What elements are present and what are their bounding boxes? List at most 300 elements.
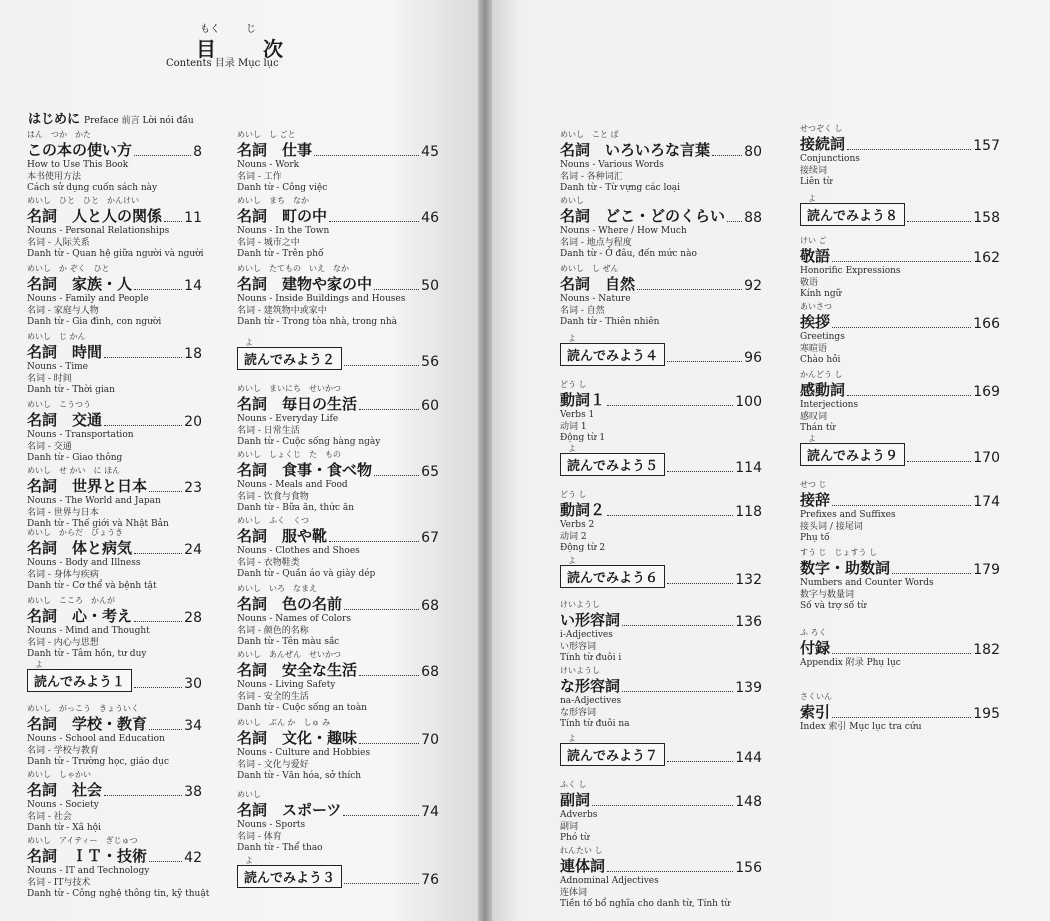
entry-title: 名詞 毎日の生活 [237,395,358,413]
toc-entry[interactable] [560,334,762,366]
leader-dots [149,491,182,492]
entry-translation: Danh từ - Tên màu sắc [237,637,340,647]
entry-translation: Nouns - Living Safety [237,680,336,690]
entry-translation: na-Adjectives [560,696,622,706]
leader-dots [892,573,971,574]
entry-ruby: めいし しょくじ た もの [237,450,341,459]
entry-ruby: めいし じ かん [27,332,86,341]
entry-title: 敬語 [800,247,831,265]
entry-translation: Numbers and Counter Words [800,578,934,588]
entry-ruby: よ [568,334,576,343]
entry-translation: Danh từ - Ở đâu, đến mức nào [560,249,697,259]
entry-translation: Danh từ - Thế giới và Nhật Bản [27,519,169,529]
entry-translation: Nouns - Time [27,362,89,372]
entry-translation: Danh từ - Quần áo và giày dép [237,569,376,579]
entry-translation: い形容词 [560,641,597,652]
reading-box-title: 読んでみよう４ [560,343,665,366]
toc-entry[interactable] [237,264,439,329]
toc-entry[interactable] [800,370,1000,435]
preface-title: はじめに [28,112,81,127]
entry-heading [27,845,202,866]
leader-dots [374,289,419,290]
entry-ruby: せつ じ [800,480,827,489]
entry-heading [27,605,202,626]
page-number: 80 [744,144,762,160]
leader-dots [134,621,182,622]
entry-translation: Danh từ - Cuộc sống hàng ngày [237,437,381,447]
entry-translation: Tính từ đuôi i [560,653,622,663]
leader-dots [667,471,733,472]
leader-dots [637,289,742,290]
page-number: 182 [973,642,1000,658]
entry-translation: How to Use This Book [27,160,129,170]
page-number: 14 [184,278,202,294]
entry-translation: Tiền tố bổ nghĩa cho danh từ, Tính từ [560,899,731,909]
entry-ruby: ふく し [560,780,587,789]
leader-dots [134,289,182,290]
toc-entry[interactable] [27,332,202,397]
entry-heading [27,409,202,430]
entry-heading [237,865,439,888]
entry-title: な形容詞 [560,677,621,695]
toc-entry[interactable] [560,130,762,195]
page-number: 139 [735,680,762,696]
entry-title: い形容詞 [560,611,621,629]
page-number: 28 [184,610,202,626]
entry-translation: Danh từ - Văn hóa, sở thích [237,771,362,781]
entry-title: 名詞 食事・食べ物 [237,461,373,479]
page-number: 114 [735,460,762,476]
entry-heading [800,133,1000,154]
preface-entry[interactable] [28,108,194,127]
toc-entry[interactable] [237,338,439,370]
entry-translation: 数字与数量词 [800,589,855,600]
page-number: 76 [421,872,439,888]
page-number: 11 [184,210,202,226]
leader-dots [329,541,419,542]
entry-translation: Danh từ - Xã hội [27,823,101,833]
entry-translation: 名词 - 文化与爱好 [237,759,309,770]
entry-heading [237,347,439,370]
toc-entry[interactable] [237,790,439,855]
leader-dots [622,625,733,626]
entry-ruby: さくいん [800,692,832,701]
entry-translation: Nouns - Personal Relationships [27,226,170,236]
entry-translation: 名词 - 身体与疾病 [27,569,99,580]
leader-dots [104,425,182,426]
leader-dots [134,553,182,554]
entry-translation: Số và trợ số từ [800,601,867,611]
entry-translation: Danh từ - Công việc [237,183,328,193]
entry-translation: 本书使用方法 [27,171,82,182]
entry-title: 名詞 町の中 [237,207,328,225]
entry-heading [800,379,1000,400]
entry-heading [27,669,202,692]
page-number: 170 [973,450,1000,466]
entry-translation: Danh từ - Cơ thể và bệnh tật [27,581,157,591]
entry-translation: Interjections [800,400,859,410]
entry-translation: Nouns - Clothes and Shoes [237,546,360,556]
entry-translation: Nouns - Meals and Food [237,480,348,490]
entry-heading [560,789,762,810]
toc-entry[interactable] [237,130,439,195]
entry-translation: Greetings [800,332,845,342]
leader-dots [622,691,733,692]
entry-translation: 名词 - 内心与思想 [27,637,99,648]
entry-title: この本の使い方 [27,141,133,159]
entry-heading [237,139,439,160]
entry-title: 接続詞 [800,135,846,153]
entry-translation: Thán từ [800,423,836,433]
entry-translation: Nouns - IT and Technology [27,866,150,876]
leader-dots [374,475,419,476]
entry-title: 名詞 服や靴 [237,527,328,545]
reading-box-title: 読んでみよう３ [237,865,342,888]
entry-heading [800,245,1000,266]
reading-box-title: 読んでみよう５ [560,453,665,476]
entry-title: 名詞 体と病気 [27,539,133,557]
page-number: 166 [973,316,1000,332]
page-number: 157 [973,138,1000,154]
page-number: 92 [744,278,762,294]
entry-ruby: めいし まいにち せいかつ [237,384,341,393]
toc-entry[interactable] [27,264,202,329]
toc-entry[interactable] [237,384,439,449]
entry-translation: Index 索引 Mục lục tra cứu [800,722,922,732]
entry-heading [560,139,762,160]
toc-entry[interactable] [27,466,202,531]
entry-translation: Cách sử dụng cuốn sách này [27,183,158,193]
entry-translation: Nouns - Nature [560,294,631,304]
page-number: 24 [184,542,202,558]
leader-dots [667,361,742,362]
leader-dots [907,221,971,222]
reading-box-title: 読んでみよう９ [800,443,905,466]
toc-entry[interactable] [237,584,439,649]
entry-ruby: よ [245,856,253,865]
entry-ruby: よ [808,434,816,443]
toc-entry[interactable] [27,196,202,261]
page-number: 156 [735,860,762,876]
entry-title: 副詞 [560,791,591,809]
entry-ruby: よ [245,338,253,347]
toc-entry[interactable] [800,236,1000,301]
entry-ruby: めいし しゃかい [27,770,91,779]
entry-translation: i-Adjectives [560,630,613,640]
entry-translation: Phó từ [560,833,590,843]
leader-dots [104,357,182,358]
leader-dots [344,365,419,366]
leader-dots [149,861,182,862]
entry-ruby: めいし し ごと [237,130,296,139]
entry-translation: Adnominal Adjectives [560,876,659,886]
book-gutter [478,0,492,921]
toc-entry[interactable] [27,130,202,195]
entry-translation: Verbs 1 [560,410,595,420]
entry-heading [237,799,439,820]
page-number: 100 [735,394,762,410]
entry-heading [560,389,762,410]
entry-ruby: よ [568,556,576,565]
entry-translation: Danh từ - Tâm hồn, tư duy [27,649,147,659]
leader-dots [104,795,182,796]
leader-dots [712,155,742,156]
leader-dots [134,687,182,688]
entry-translation: 名词 - 安全的生活 [237,691,309,702]
entry-translation: Nouns - Family and People [27,294,149,304]
entry-ruby: よ [568,734,576,743]
toc-entry[interactable] [800,434,1000,466]
page-number: 42 [184,850,202,866]
entry-title: 名詞 社会 [27,781,103,799]
entry-translation: Danh từ - Công nghệ thông tin, kỹ thuật [27,889,210,899]
toc-entry[interactable] [560,556,762,588]
toc-entry[interactable] [237,650,439,715]
page-number: 38 [184,784,202,800]
leader-dots [907,461,971,462]
entry-heading [237,593,439,614]
entry-heading [560,205,762,226]
entry-translation: 副词 [560,821,579,832]
entry-title: 名詞 学校・教育 [27,715,148,733]
entry-heading [27,139,202,160]
entry-heading [560,743,762,766]
entry-ruby: れんたい し [560,846,603,855]
leader-dots [359,743,419,744]
entry-title: 挨拶 [800,313,831,331]
toc-entry[interactable] [560,666,762,731]
toc-entry[interactable] [560,846,762,911]
entry-translation: 名词 - 人际关系 [27,237,90,248]
entry-heading [800,637,1000,658]
entry-ruby: けいようし [560,600,600,609]
entry-translation: Nouns - The World and Japan [27,496,161,506]
entry-translation: Nouns - Various Words [560,160,664,170]
leader-dots [344,883,419,884]
entry-translation: な形容词 [560,707,597,718]
page-number: 195 [973,706,1000,722]
entry-ruby: どう し [560,380,587,389]
leader-dots [343,815,419,816]
entry-translation: Nouns - Culture and Hobbies [237,748,371,758]
entry-heading [800,557,1000,578]
entry-translation: 名词 - 交通 [27,441,72,452]
entry-translation: Danh từ - Cuộc sống an toàn [237,703,367,713]
page-number: 8 [193,144,202,160]
page-number: 70 [421,732,439,748]
entry-translation: Nouns - Where / How Much [560,226,687,236]
toc-entry[interactable] [237,196,439,261]
toc-entry[interactable] [27,596,202,661]
entry-heading [560,855,762,876]
toc-entry[interactable] [237,718,439,783]
page-number: 45 [421,144,439,160]
entry-title: 感動詞 [800,381,846,399]
toc-entry[interactable] [27,660,202,692]
toc-entry[interactable] [800,692,1000,734]
entry-translation: Nouns - Body and Illness [27,558,141,568]
page-title: 目 次 [196,37,303,61]
toc-entry[interactable] [800,548,1000,613]
toc-entry[interactable] [560,600,762,665]
entry-translation: 名词 - 建筑物中或家中 [237,305,327,316]
toc-entry[interactable] [560,490,762,555]
page-number: 169 [973,384,1000,400]
entry-translation: Danh từ - Thể thao [237,843,323,853]
entry-translation: Appendix 附录 Phụ lục [800,658,901,668]
entry-title: 名詞 安全な生活 [237,661,358,679]
entry-translation: 名词 - 体育 [237,831,282,842]
toc-entry[interactable] [27,400,202,465]
entry-translation: Phụ tố [800,533,830,543]
page-number: 30 [184,676,202,692]
leader-dots [607,871,733,872]
entry-ruby: はん つか かた [27,130,91,139]
entry-heading [27,537,202,558]
leader-dots [329,221,419,222]
leader-dots [359,409,419,410]
entry-title: 名詞 文化・趣味 [237,729,358,747]
entry-translation: Nouns - Work [237,160,300,170]
title-ruby-1: もく [200,24,220,35]
entry-translation: Danh từ - Từ vựng các loại [560,183,681,193]
entry-heading [237,659,439,680]
entry-heading [27,713,202,734]
leader-dots [847,395,971,396]
leader-dots [359,675,419,676]
entry-heading [237,205,439,226]
toc-entry[interactable] [560,444,762,476]
page-number: 65 [421,464,439,480]
page-number: 68 [421,664,439,680]
entry-ruby: めいし せ かい に ほん [27,466,121,475]
entry-translation: Nouns - In the Town [237,226,330,236]
toc-entry[interactable] [800,124,1000,189]
toc-entry[interactable] [800,480,1000,545]
entry-heading [560,609,762,630]
entry-title: 動詞２ [560,501,606,519]
entry-heading [560,453,762,476]
entry-title: 名詞 スポーツ [237,801,342,819]
entry-heading [27,475,202,496]
entry-translation: Chào hỏi [800,355,841,365]
entry-ruby: ふ ろく [800,628,827,637]
entry-title: 名詞 いろいろな言葉 [560,141,711,159]
entry-translation: Nouns - Everyday Life [237,414,339,424]
reading-box-title: 読んでみよう８ [800,203,905,226]
entry-heading [800,443,1000,466]
toc-entry[interactable] [560,780,762,845]
page-number: 60 [421,398,439,414]
entry-ruby: あいさつ [800,302,832,311]
page-number: 50 [421,278,439,294]
entry-ruby: めいし まち なか [237,196,309,205]
toc-entry[interactable] [800,302,1000,367]
toc-entry[interactable] [800,628,1000,670]
toc-entry[interactable] [560,380,762,445]
entry-heading [237,273,439,294]
entry-translation: 名词 - 社会 [27,811,72,822]
leader-dots [607,515,733,516]
entry-translation: 动词 2 [560,531,587,542]
entry-title: 名詞 色の名前 [237,595,343,613]
entry-ruby: めいし か ぞく ひと [27,264,110,273]
page-number: 88 [744,210,762,226]
leader-dots [344,609,419,610]
leader-dots [667,583,733,584]
leader-dots [727,221,742,222]
page-number: 158 [973,210,1000,226]
entry-translation: Nouns - Sports [237,820,306,830]
page-number: 118 [735,504,762,520]
entry-heading [560,273,762,294]
toc-entry[interactable] [27,528,202,593]
entry-translation: 名词 - 工作 [237,171,282,182]
toc-entry[interactable] [237,516,439,581]
entry-translation: Verbs 2 [560,520,595,530]
entry-ruby: めいし からだ びょうき [27,528,123,537]
entry-heading [560,499,762,520]
toc-entry[interactable] [800,194,1000,226]
entry-translation: Danh từ - Bữa ăn, thức ăn [237,503,355,513]
reading-box-title: 読んでみよう６ [560,565,665,588]
entry-translation: Nouns - Society [27,800,99,810]
entry-heading [560,565,762,588]
toc-entry[interactable] [27,836,210,901]
entry-ruby: めいし いろ なまえ [237,584,317,593]
leader-dots [832,327,971,328]
entry-translation: 名词 - 各种词汇 [560,171,623,182]
entry-ruby: けいようし [560,666,600,675]
entry-translation: Danh từ - Trên phố [237,249,324,259]
entry-ruby: せつぞく し [800,124,843,133]
entry-translation: 名词 - 地点与程度 [560,237,632,248]
entry-translation: Nouns - Transportation [27,430,134,440]
entry-translation: Kính ngữ [800,289,842,299]
entry-translation: 名词 - 城市之中 [237,237,300,248]
entry-translation: Conjunctions [800,154,860,164]
entry-translation: Prefixes and Suffixes [800,510,896,520]
entry-title: 名詞 建物や家の中 [237,275,373,293]
entry-title: 名詞 心・考え [27,607,133,625]
page-number: 56 [421,354,439,370]
toc-entry[interactable] [560,734,762,766]
entry-translation: 名词 - 世界与日本 [27,507,99,518]
entry-heading [800,489,1000,510]
entry-title: 連体詞 [560,857,606,875]
toc-entry[interactable] [237,856,439,888]
entry-translation: Danh từ - Gia đình, con người [27,317,162,327]
toc-entry[interactable] [560,264,762,329]
toc-entry[interactable] [27,704,202,769]
toc-entry[interactable] [237,450,439,515]
entry-translation: Danh từ - Quan hệ giữa người và người [27,249,204,259]
page-number: 23 [184,480,202,496]
entry-translation: Danh từ - Thiên nhiên [560,317,660,327]
reading-box-title: 読んでみよう１ [27,669,132,692]
entry-translation: Nouns - Names of Colors [237,614,351,624]
toc-entry[interactable] [27,770,202,835]
entry-translation: 连体词 [560,887,588,898]
entry-ruby: めいし ひと ひと かんけい [27,196,139,205]
entry-translation: Honorific Expressions [800,266,901,276]
entry-translation: 接续词 [800,165,828,176]
entry-heading [237,459,439,480]
page-number: 34 [184,718,202,734]
toc-entry[interactable] [560,196,762,261]
page-number: 20 [184,414,202,430]
page-number: 18 [184,346,202,362]
